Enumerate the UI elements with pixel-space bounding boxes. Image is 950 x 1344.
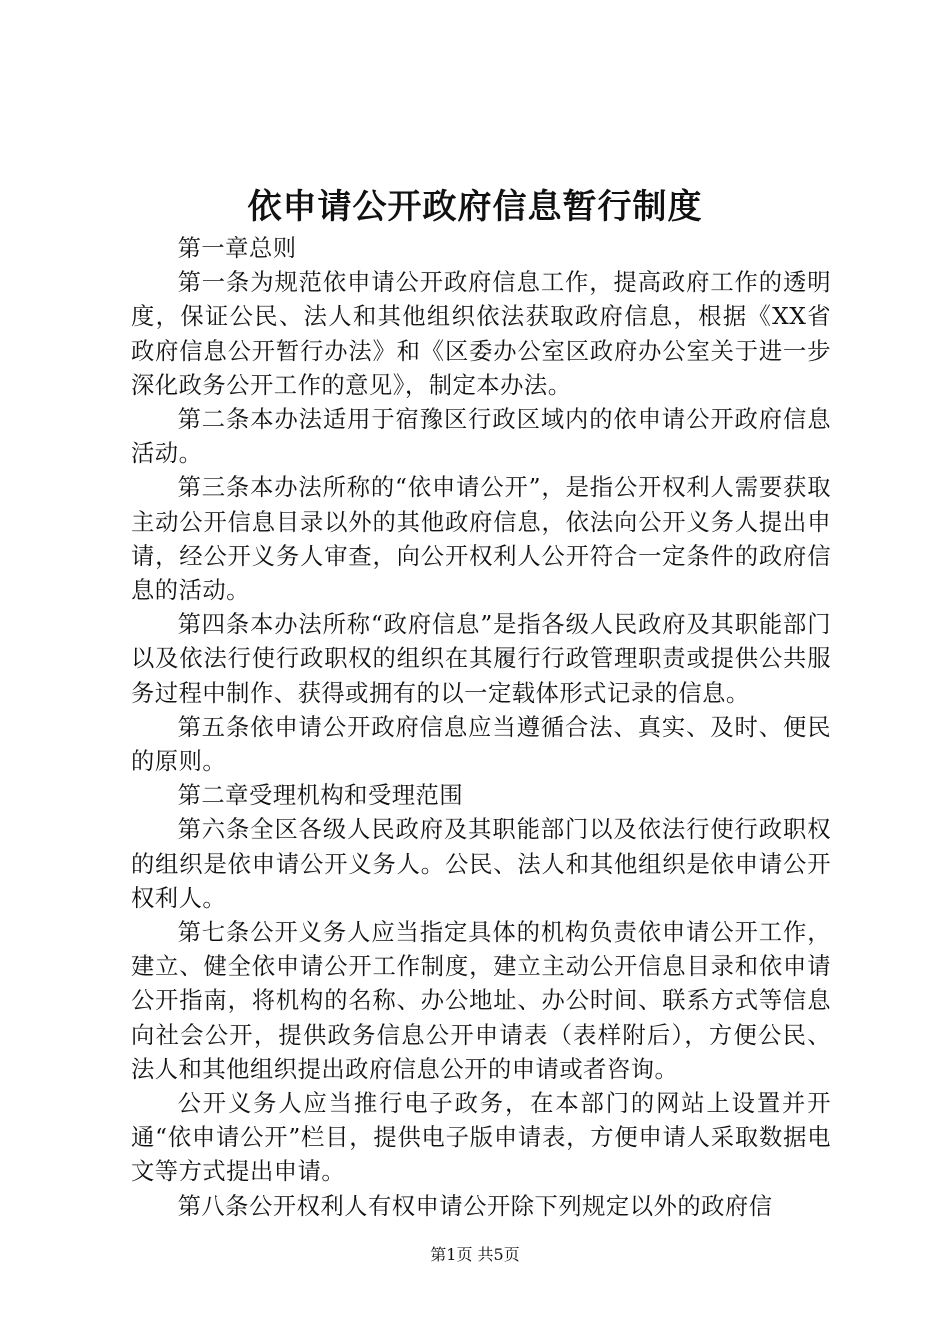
paragraph: 第三条本办法所称的“依申请公开”，是指公开权利人需要获取主动公开信息目录以外的其他政府信息，依法向公开义务人提出申请，经公开义务人审查，向公开权利人公开符合一定条件的政府信息的活动。	[131, 474, 831, 605]
paragraph: 第七条公开义务人应当指定具体的机构负责依申请公开工作，建立、健全依申请公开工作制度，建立主动公开信息目录和依申请公开指南，将机构的名称、办公地址、办公时间、联系方式等信息向社会公开，提供政务信息公开申请表（表样附后），方便公民、法人和其他组织提出政府信息公开的申请或者咨询。	[131, 919, 831, 1083]
paragraph: 第五条依申请公开政府信息应当遵循合法、真实、及时、便民的原则。	[131, 713, 831, 776]
paragraph: 公开义务人应当推行电子政务，在本部门的网站上设置并开通“依申请公开”栏目，提供电子版申请表，方便申请人采取数据电文等方式提出申请。	[131, 1090, 831, 1186]
paragraph: 第六条全区各级人民政府及其职能部门以及依法行使行政职权的组织是依申请公开义务人。公民、法人和其他组织是依申请公开权利人。	[131, 816, 831, 912]
page-number: 第1页 共5页	[430, 1245, 520, 1264]
paragraph: 第一条为规范依申请公开政府信息工作，提高政府工作的透明度，保证公民、法人和其他组织依法获取政府信息，根据《XX省政府信息公开暂行办法》和《区委办公室区政府办公室关于进一步深化政务公开工作的意见》，制定本办法。	[131, 269, 831, 399]
paragraph: 第八条公开权利人有权申请公开除下列规定以外的政府信	[177, 1192, 773, 1220]
paragraph: 第二条本办法适用于宿豫区行政区域内的依申请公开政府信息活动。	[131, 406, 831, 468]
chapter-heading: 第一章总则	[177, 235, 297, 262]
paragraph: 第四条本办法所称“政府信息”是指各级人民政府及其职能部门以及依法行使行政职权的组织在其履行行政管理职责或提供公共服务过程中制作、获得或拥有的以一定载体形式记录的信息。	[131, 611, 831, 707]
document-body	[131, 232, 831, 1224]
document-title: 依申请公开政府信息暂行制度	[247, 187, 703, 227]
chapter-heading: 第二章受理机构和受理范围	[177, 782, 464, 810]
